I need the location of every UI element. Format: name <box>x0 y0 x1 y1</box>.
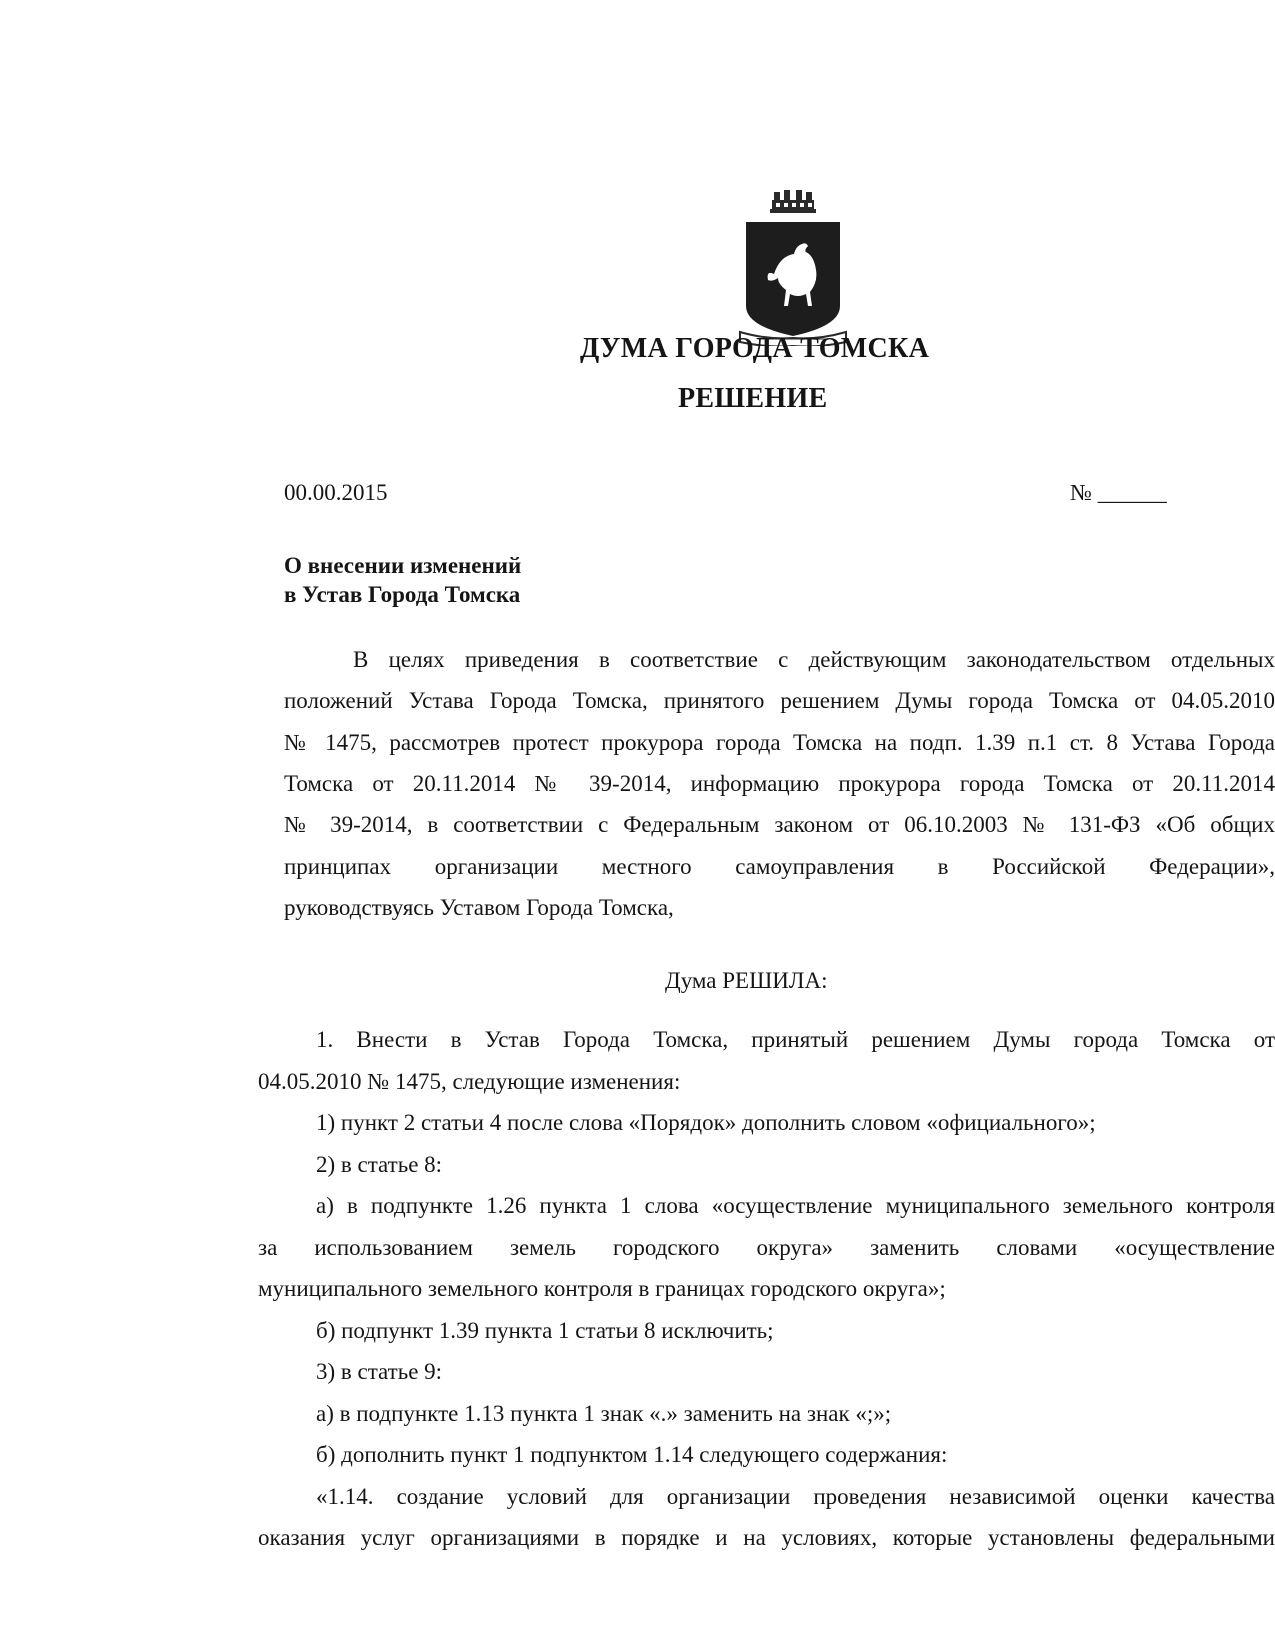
body-line: б) дополнить пункт 1 подпунктом 1.14 следующего содержания: <box>316 1442 948 1467</box>
preamble-line: руководствуясь Уставом Города Томска, <box>284 895 674 920</box>
body-line: за использованием земель городского округа» заменить словами «осуществление <box>258 1235 1275 1260</box>
preamble-line: № 1475, рассмотрев протест прокурора города Томска на подп. 1.39 п.1 ст. 8 Устава Города <box>284 730 1275 755</box>
tomsk-coat-of-arms-icon <box>738 186 848 346</box>
body-line: 3) в статье 9: <box>316 1359 443 1384</box>
document-number: № ______ <box>1070 480 1167 505</box>
org-title: ДУМА ГОРОДА ТОМСКА <box>580 333 930 364</box>
preamble-line: положений Устава Города Томска, принятого решением Думы города Томска от 04.05.2010 <box>284 688 1275 713</box>
subject-line-2: в Устав Города Томска <box>284 582 521 607</box>
doc-type-title: РЕШЕНИЕ <box>678 383 828 414</box>
document-date: 00.00.2015 <box>284 480 388 505</box>
body-line: а) в подпункте 1.13 пункта 1 знак «.» заменить на знак «;»; <box>316 1401 892 1426</box>
body-line: оказания услуг организациями в порядке и на условиях, которые установлены федеральными <box>258 1525 1275 1550</box>
body-line: «1.14. создание условий для организации проведения независимой оценки качества <box>316 1484 1275 1509</box>
preamble-line: принципах организации местного самоуправления в Российской Федерации», <box>284 854 1275 879</box>
body-line: 2) в статье 8: <box>316 1152 443 1177</box>
preamble-line: № 39-2014, в соответствии с Федеральным законом от 06.10.2003 № 131-ФЗ «Об общих <box>284 812 1275 837</box>
body-line: а) в подпункте 1.26 пункта 1 слова «осуществление муниципального земельного контроля <box>316 1193 1275 1218</box>
body-line: 1) пункт 2 статьи 4 после слова «Порядок» дополнить словом «официального»; <box>316 1110 1096 1135</box>
body-line: муниципального земельного контроля в границах городского округа»; <box>258 1276 946 1301</box>
preamble-line: В целях приведения в соответствие с действующим законодательством отдельных <box>353 647 1275 672</box>
body-line: 04.05.2010 № 1475, следующие изменения: <box>258 1069 681 1094</box>
subject-line-1: О внесении изменений <box>284 553 522 578</box>
body-line: б) подпункт 1.39 пункта 1 статьи 8 исключить; <box>316 1318 774 1343</box>
body-line: 1. Внести в Устав Города Томска, принятый решением Думы города Томска от <box>316 1027 1275 1052</box>
preamble-line: Томска от 20.11.2014 № 39-2014, информацию прокурора города Томска от 20.11.2014 <box>284 771 1275 796</box>
decision-heading: Дума РЕШИЛА: <box>665 968 828 993</box>
